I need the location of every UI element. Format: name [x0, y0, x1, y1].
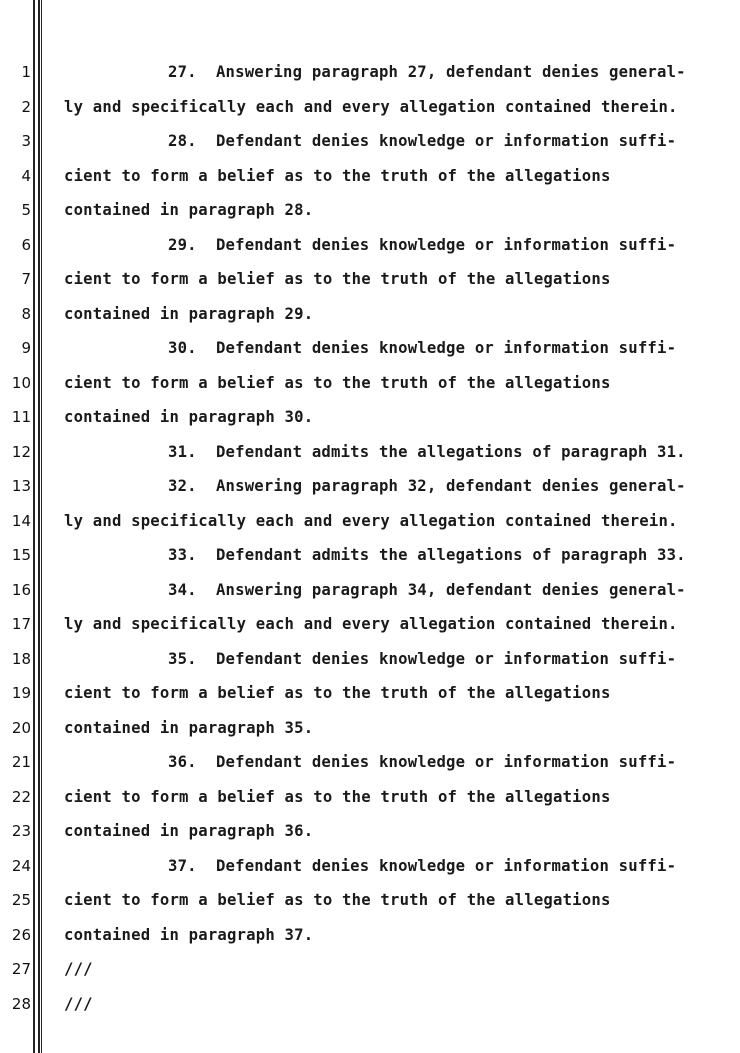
paragraph-33-line-1: 33. Defendant admits the allegations of paragraph 33.: [168, 546, 686, 564]
paragraph-30-line-3: contained in paragraph 30.: [64, 408, 314, 426]
line-number: 14: [11, 512, 31, 530]
line-number: 21: [11, 753, 31, 771]
line-number: 2: [21, 98, 31, 116]
paragraph-29-line-2: cient to form a belief as to the truth of the allegations: [64, 270, 611, 288]
paragraph-35-line-2: cient to form a belief as to the truth of the allegations: [64, 684, 611, 702]
paragraph-31-line-1: 31. Defendant admits the allegations of paragraph 31.: [168, 443, 686, 461]
line-number: 5: [21, 201, 31, 219]
line-number: 1: [21, 63, 31, 81]
paragraph-28-line-2: cient to form a belief as to the truth of the allegations: [64, 167, 611, 185]
line-number: 9: [21, 339, 31, 357]
line-number: 20: [11, 719, 31, 737]
line-number: 7: [21, 270, 31, 288]
line-number: 25: [11, 891, 31, 909]
line-number: 12: [11, 443, 31, 461]
line-number: 19: [11, 684, 31, 702]
line-number: 4: [21, 167, 31, 185]
line-number: 15: [11, 546, 31, 564]
line-number: 17: [11, 615, 31, 633]
continuation-mark: ///: [64, 960, 93, 978]
paragraph-32-line-1: 32. Answering paragraph 32, defendant denies general-: [168, 477, 686, 495]
paragraph-37-line-3: contained in paragraph 37.: [64, 926, 314, 944]
paragraph-34-line-1: 34. Answering paragraph 34, defendant denies general-: [168, 581, 686, 599]
margin-rule-left: [33, 0, 35, 1053]
paragraph-29-line-1: 29. Defendant denies knowledge or information suffi-: [168, 236, 677, 254]
paragraph-29-line-3: contained in paragraph 29.: [64, 305, 314, 323]
margin-rule-right: [41, 0, 42, 1053]
line-number: 23: [11, 822, 31, 840]
line-number: 3: [21, 132, 31, 150]
paragraph-27-line-1: 27. Answering paragraph 27, defendant denies general-: [168, 63, 686, 81]
line-number: 6: [21, 236, 31, 254]
margin-rule-middle: [38, 0, 40, 1053]
paragraph-30-line-1: 30. Defendant denies knowledge or information suffi-: [168, 339, 677, 357]
line-number: 8: [21, 305, 31, 323]
line-number: 18: [11, 650, 31, 668]
line-number: 22: [11, 788, 31, 806]
paragraph-37-line-1: 37. Defendant denies knowledge or information suffi-: [168, 857, 677, 875]
paragraph-37-line-2: cient to form a belief as to the truth of the allegations: [64, 891, 611, 909]
paragraph-36-line-3: contained in paragraph 36.: [64, 822, 314, 840]
paragraph-35-line-1: 35. Defendant denies knowledge or information suffi-: [168, 650, 677, 668]
paragraph-32-line-2: ly and specifically each and every allegation contained therein.: [64, 512, 678, 530]
continuation-mark: ///: [64, 995, 93, 1013]
line-number: 28: [11, 995, 31, 1013]
line-number: 10: [11, 374, 31, 392]
paragraph-36-line-2: cient to form a belief as to the truth of the allegations: [64, 788, 611, 806]
paragraph-28-line-3: contained in paragraph 28.: [64, 201, 314, 219]
paragraph-35-line-3: contained in paragraph 35.: [64, 719, 314, 737]
paragraph-30-line-2: cient to form a belief as to the truth of the allegations: [64, 374, 611, 392]
line-number: 26: [11, 926, 31, 944]
line-number: 24: [11, 857, 31, 875]
line-number: 16: [11, 581, 31, 599]
paragraph-28-line-1: 28. Defendant denies knowledge or information suffi-: [168, 132, 677, 150]
line-number: 13: [11, 477, 31, 495]
paragraph-34-line-2: ly and specifically each and every allegation contained therein.: [64, 615, 678, 633]
paragraph-27-line-2: ly and specifically each and every allegation contained therein.: [64, 98, 678, 116]
paragraph-36-line-1: 36. Defendant denies knowledge or information suffi-: [168, 753, 677, 771]
line-number: 27: [11, 960, 31, 978]
line-number: 11: [11, 408, 31, 426]
